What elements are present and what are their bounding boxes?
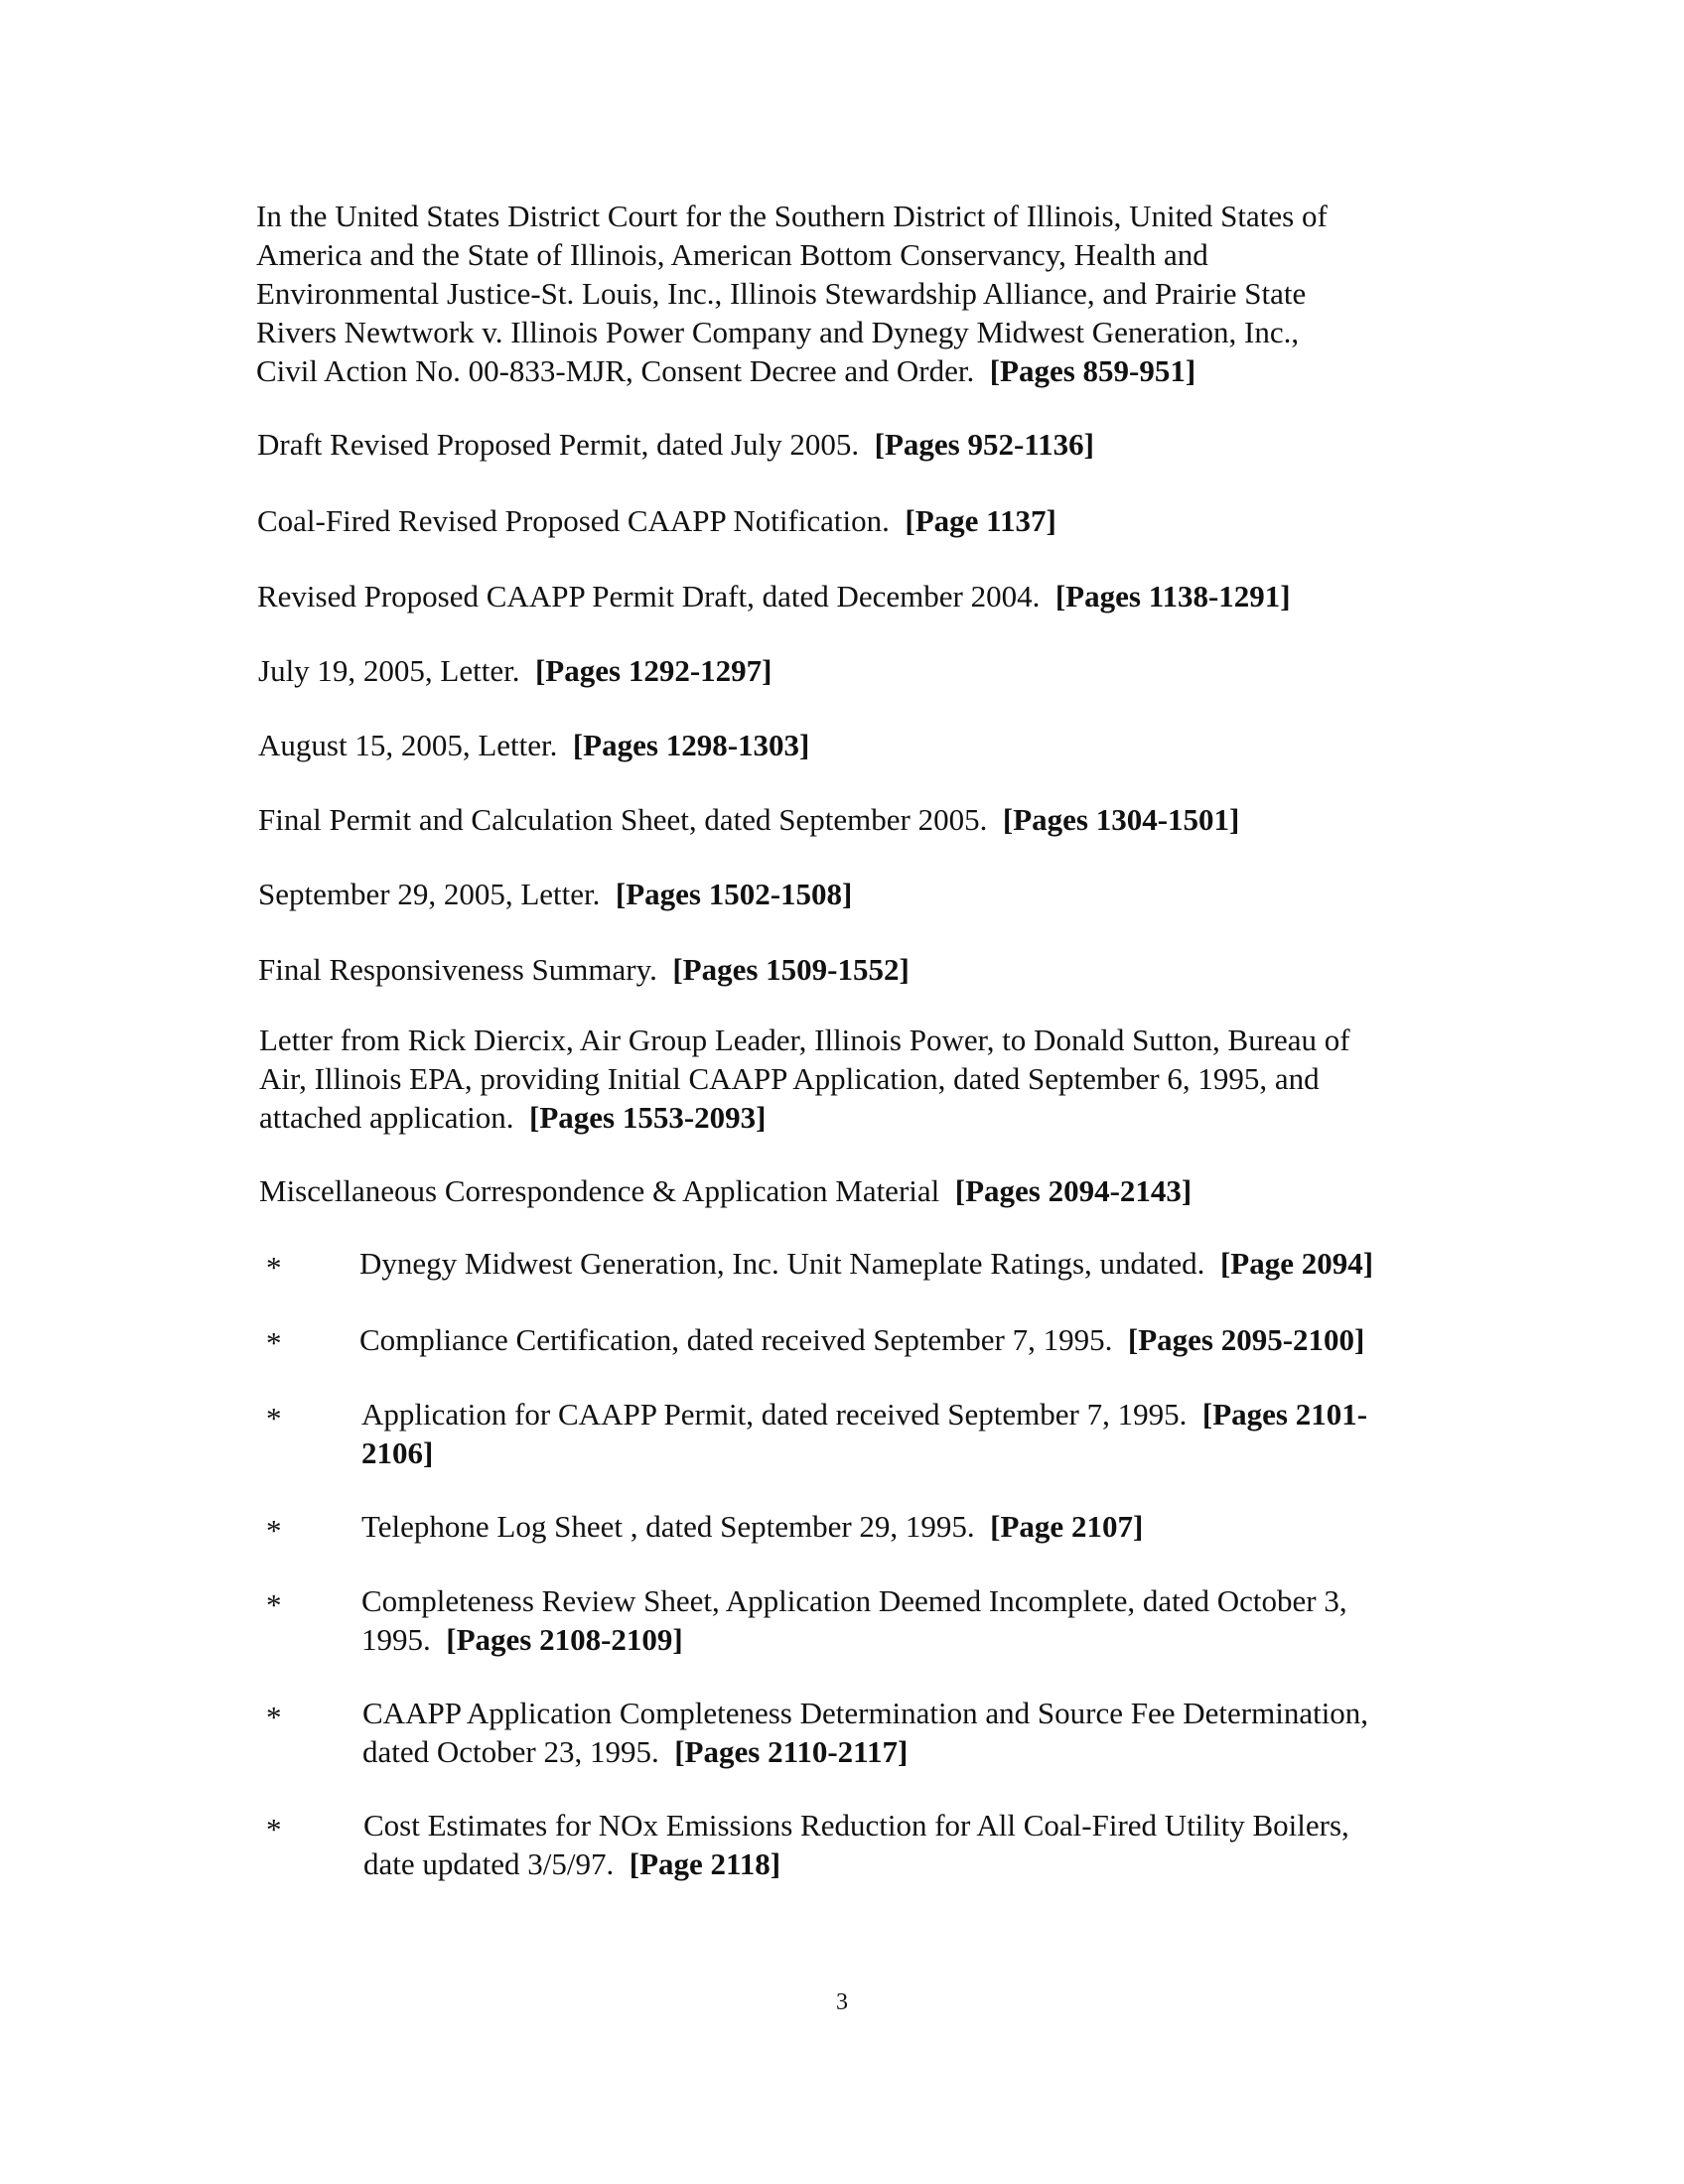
entry-line: Air, Illinois EPA, providing Initial CAAPP Application, dated September 6, 1995, and xyxy=(259,1061,1320,1096)
bullet-line xyxy=(361,1433,1367,1472)
entry-text: September 29, 2005, Letter. xyxy=(258,877,601,911)
bullet-marker: * xyxy=(266,1250,282,1285)
page-reference: [Pages 1553-2093] xyxy=(529,1100,767,1135)
record-entry-court-decree xyxy=(256,197,1328,390)
entry-line: America and the State of Illinois, American Bottom Conservancy, Health and xyxy=(256,237,1208,272)
entry-text: Revised Proposed CAAPP Permit Draft, dated December 2004. xyxy=(257,579,1041,614)
bullet-marker: * xyxy=(266,1325,282,1360)
record-entry-notification xyxy=(257,501,1056,540)
entry-text: Final Responsiveness Summary. xyxy=(258,952,657,987)
bullet-text xyxy=(363,1806,1349,1883)
page-reference: [Page 2118] xyxy=(629,1846,781,1881)
page-reference: [Pages 2110-2117] xyxy=(674,1734,909,1769)
page-reference: [Page 1137] xyxy=(905,503,1056,538)
page-reference: [Pages 952-1136] xyxy=(874,427,1094,462)
bullet-text xyxy=(362,1694,1368,1771)
page-reference: [Page 2107] xyxy=(990,1509,1144,1544)
bullet-line xyxy=(362,1732,1368,1771)
bullet-text xyxy=(359,1244,1373,1283)
entry-text: August 15, 2005, Letter. xyxy=(258,728,558,762)
bullet-line: Compliance Certification, dated received September 7, 1995. xyxy=(359,1322,1113,1357)
bullet-text xyxy=(361,1395,1367,1472)
entry-text: July 19, 2005, Letter. xyxy=(258,653,520,688)
entry-line: Rivers Newtwork v. Illinois Power Company and Dynegy Midwest Generation, Inc., xyxy=(256,315,1300,349)
record-entry-responsiveness-summary xyxy=(258,950,910,989)
entry-text: Miscellaneous Correspondence & Application Material xyxy=(259,1173,940,1208)
bullet-line-text: Application for CAAPP Permit, dated received September 7, 1995. xyxy=(361,1397,1188,1432)
bullet-marker: * xyxy=(266,1700,282,1734)
page-reference: [Pages 1509-1552] xyxy=(672,952,910,987)
page-reference: [Pages 2094-2143] xyxy=(954,1173,1193,1208)
page-reference: 2106] xyxy=(361,1435,434,1470)
entry-text: Final Permit and Calculation Sheet, dated September 2005. xyxy=(258,802,988,837)
page-reference: [Pages 1304-1501] xyxy=(1002,802,1240,837)
bullet-line xyxy=(361,1620,1347,1659)
bullet-line-text: dated October 23, 1995. xyxy=(362,1734,659,1769)
entry-line xyxy=(256,351,1328,390)
entry-line: Environmental Justice-St. Louis, Inc., Illinois Stewardship Alliance, and Prairie State xyxy=(256,276,1307,311)
page-reference: [Pages 2108-2109] xyxy=(446,1622,683,1657)
record-entry-permit-draft-2004 xyxy=(257,577,1291,615)
page-reference: [Pages 1292-1297] xyxy=(534,653,772,688)
record-entry-august-letter xyxy=(258,726,809,764)
bullet-marker: * xyxy=(266,1587,282,1622)
entry-text: Coal-Fired Revised Proposed CAAPP Notification. xyxy=(257,503,890,538)
bullet-line-text: 1995. xyxy=(361,1622,431,1657)
bullet-line xyxy=(361,1395,1367,1433)
bullet-line xyxy=(363,1844,1349,1883)
page-reference: [Page 2094] xyxy=(1219,1246,1374,1281)
page-reference: [Pages 859-951] xyxy=(989,353,1196,388)
bullet-line: Dynegy Midwest Generation, Inc. Unit Nameplate Ratings, undated. xyxy=(359,1246,1205,1281)
entry-text: Civil Action No. 00-833-MJR, Consent Decree and Order. xyxy=(256,353,975,388)
entry-text: Draft Revised Proposed Permit, dated July 2005. xyxy=(257,427,860,462)
record-entry-misc-correspondence xyxy=(259,1171,1192,1210)
bullet-text xyxy=(361,1581,1347,1659)
bullet-line-text: date updated 3/5/97. xyxy=(363,1846,615,1881)
bullet-line: CAAPP Application Completeness Determination and Source Fee Determination, xyxy=(362,1696,1369,1730)
bullet-marker: * xyxy=(266,1513,282,1548)
bullet-marker: * xyxy=(266,1812,282,1846)
entry-line: Letter from Rick Diercix, Air Group Leader, Illinois Power, to Donald Sutton, Bureau of xyxy=(259,1023,1350,1057)
bullet-line: Telephone Log Sheet , dated September 29, 1995. xyxy=(361,1509,975,1544)
page-reference: [Pages 1298-1303] xyxy=(572,728,810,762)
record-entry-final-permit xyxy=(258,800,1239,839)
record-entry-application-letter xyxy=(259,1021,1350,1137)
bullet-text xyxy=(361,1507,1143,1546)
entry-text: attached application. xyxy=(259,1100,514,1135)
record-entry-draft-permit xyxy=(257,425,1094,464)
entry-line: In the United States District Court for the Southern District of Illinois, United States of xyxy=(256,199,1328,233)
bullet-text xyxy=(359,1320,1364,1359)
page-reference: [Pages 2095-2100] xyxy=(1127,1322,1365,1357)
bullet-line: Completeness Review Sheet, Application Deemed Incomplete, dated October 3, xyxy=(361,1583,1347,1618)
page-number: 3 xyxy=(836,1989,848,2015)
page-reference: [Pages 2101- xyxy=(1201,1397,1368,1432)
page-reference: [Pages 1138-1291] xyxy=(1054,579,1291,614)
entry-line xyxy=(259,1098,1350,1137)
bullet-line: Cost Estimates for NOx Emissions Reduction for All Coal-Fired Utility Boilers, xyxy=(363,1808,1349,1843)
record-entry-july-letter xyxy=(258,651,772,690)
record-entry-september-letter xyxy=(258,875,852,913)
page-reference: [Pages 1502-1508] xyxy=(615,877,853,911)
bullet-marker: * xyxy=(266,1401,282,1435)
